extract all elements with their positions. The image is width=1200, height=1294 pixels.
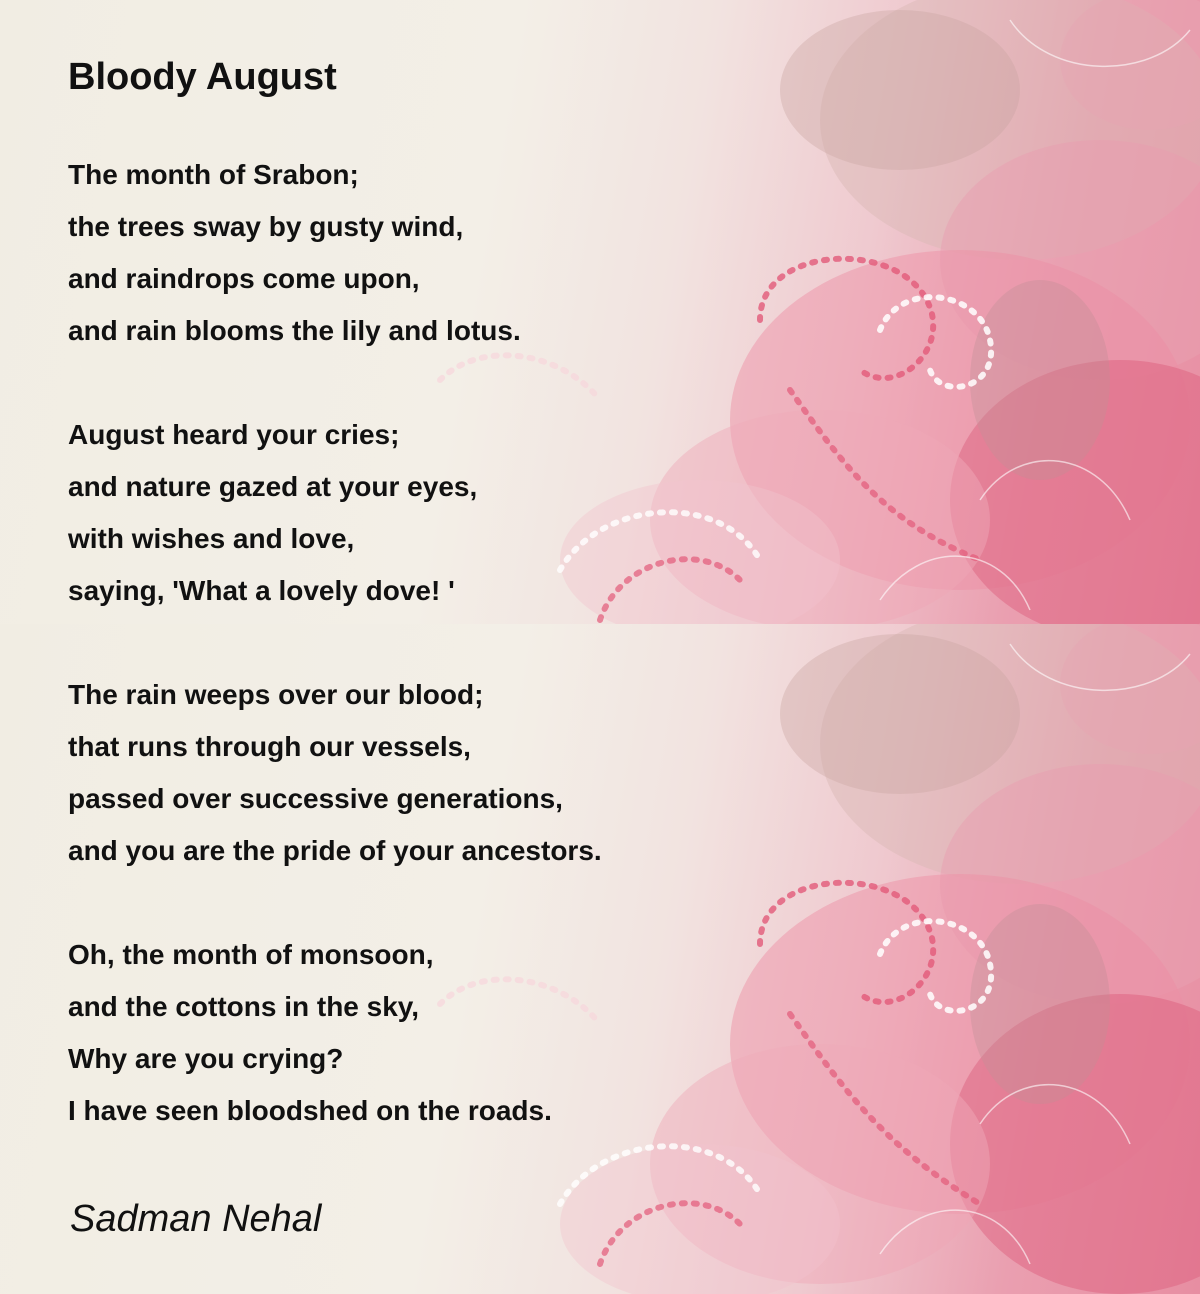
poem-line: and the cottons in the sky, (68, 991, 420, 1022)
poem-title: Bloody August (68, 56, 337, 98)
poem-line: saying, 'What a lovely dove! ' (68, 575, 455, 606)
stanza-1 (68, 149, 521, 357)
poem-line: I have seen bloodshed on the roads. (68, 1095, 552, 1126)
poem-line: August heard your cries; (68, 419, 400, 450)
poem-line: and rain blooms the lily and lotus. (68, 315, 521, 346)
poem-line: Oh, the month of monsoon, (68, 939, 434, 970)
poem-author: Sadman Nehal (70, 1198, 322, 1240)
poem-line: The rain weeps over our blood; (68, 679, 484, 710)
poem-line: The month of Srabon; (68, 159, 359, 190)
poem-line: and you are the pride of your ancestors. (68, 835, 602, 866)
poem-line: with wishes and love, (68, 523, 355, 554)
stanza-2 (68, 409, 477, 617)
poem-line: the trees sway by gusty wind, (68, 211, 464, 242)
stanza-3 (68, 669, 602, 877)
poem-line: passed over successive generations, (68, 783, 563, 814)
poem-line: that runs through our vessels, (68, 731, 471, 762)
poem-line: and raindrops come upon, (68, 263, 420, 294)
stanza-4 (68, 929, 552, 1137)
poem-line: and nature gazed at your eyes, (68, 471, 478, 502)
poem-line: Why are you crying? (68, 1043, 344, 1074)
